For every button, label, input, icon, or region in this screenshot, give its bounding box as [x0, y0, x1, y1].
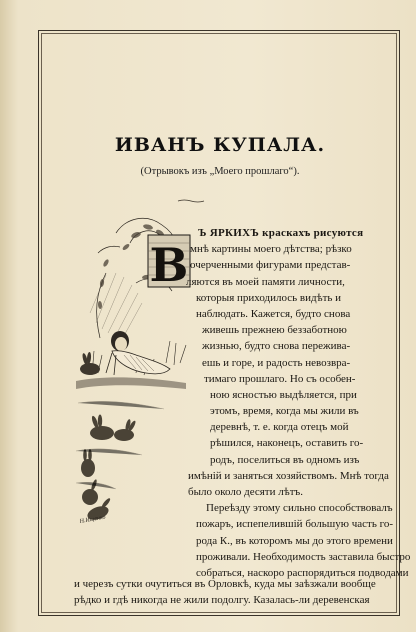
- full-width-text: [74, 576, 390, 608]
- text-line: ною ясностью выдѣляется, при: [210, 388, 357, 401]
- text-line: Ъ ЯРКИХЪ краскахъ рисуются: [198, 227, 364, 239]
- text-line: ляются въ моей памяти личности,: [186, 275, 345, 288]
- text-line: тимаго прошлаго. Но съ особен-: [204, 372, 356, 385]
- right-column-text: [186, 225, 411, 581]
- text-line: мнѣ картины моего дѣтства; рѣзко: [190, 243, 352, 256]
- engraving-illustration: [76, 213, 198, 525]
- text-line: собраться, наскоро распорядиться подводами: [196, 566, 409, 579]
- girl-figure: [106, 331, 170, 375]
- drop-cap-letter: В: [149, 238, 189, 292]
- text-line: Переѣзду этому сильно способствовалъ: [206, 502, 393, 515]
- drop-cap-block: [148, 235, 190, 292]
- text-line: имѣній и заняться хозяйствомъ. Мнѣ тогда: [188, 469, 389, 482]
- text-line: наблюдать. Кажется, будто снова: [196, 307, 351, 320]
- text-line: было около десяти лѣтъ.: [188, 486, 303, 498]
- text-line: жизнью, будто снова пережива-: [202, 340, 351, 353]
- page-title: ИВАНЪ КУПАЛА.: [114, 134, 326, 156]
- text-line: ешь и горе, и радость невозвра-: [202, 356, 351, 369]
- text-line: рода К., въ которомъ мы до этого времени: [196, 534, 393, 547]
- text-line: этомъ, время, когда мы жили въ: [210, 405, 359, 418]
- page-subtitle: (Отрывокъ изъ „Моего прошлаго“).: [140, 166, 300, 177]
- ground: [76, 377, 186, 389]
- text-line: очерченными фигурами представ-: [190, 259, 351, 272]
- text-line: родъ, поселиться въ одномъ изъ: [210, 453, 360, 466]
- illustration-signature: Н.Ищенко: [79, 514, 107, 525]
- ornament-icon: [177, 199, 205, 203]
- text-line: и черезъ сутки очутиться въ Орловкѣ, куда мы заѣзжали вообще: [74, 578, 376, 590]
- text-line: которыя приходилось видѣть и: [196, 291, 342, 304]
- text-line: деревнѣ, т. е. когда отецъ мой: [210, 421, 349, 434]
- text-line: рѣшился, наконецъ, оставить го-: [210, 437, 364, 450]
- text-line: живешь прежнею беззаботною: [202, 324, 347, 337]
- text-line: пожаръ, испепелившій большую часть го-: [196, 518, 393, 531]
- text-line: рѣдко и гдѣ никогда не жили подолгу. Казалась-ли деревенская: [74, 594, 370, 607]
- rabbit-icon: [80, 352, 100, 375]
- text-line: проживали. Необходимость заставила быстро: [196, 550, 411, 563]
- rabbit-icon: [90, 415, 137, 442]
